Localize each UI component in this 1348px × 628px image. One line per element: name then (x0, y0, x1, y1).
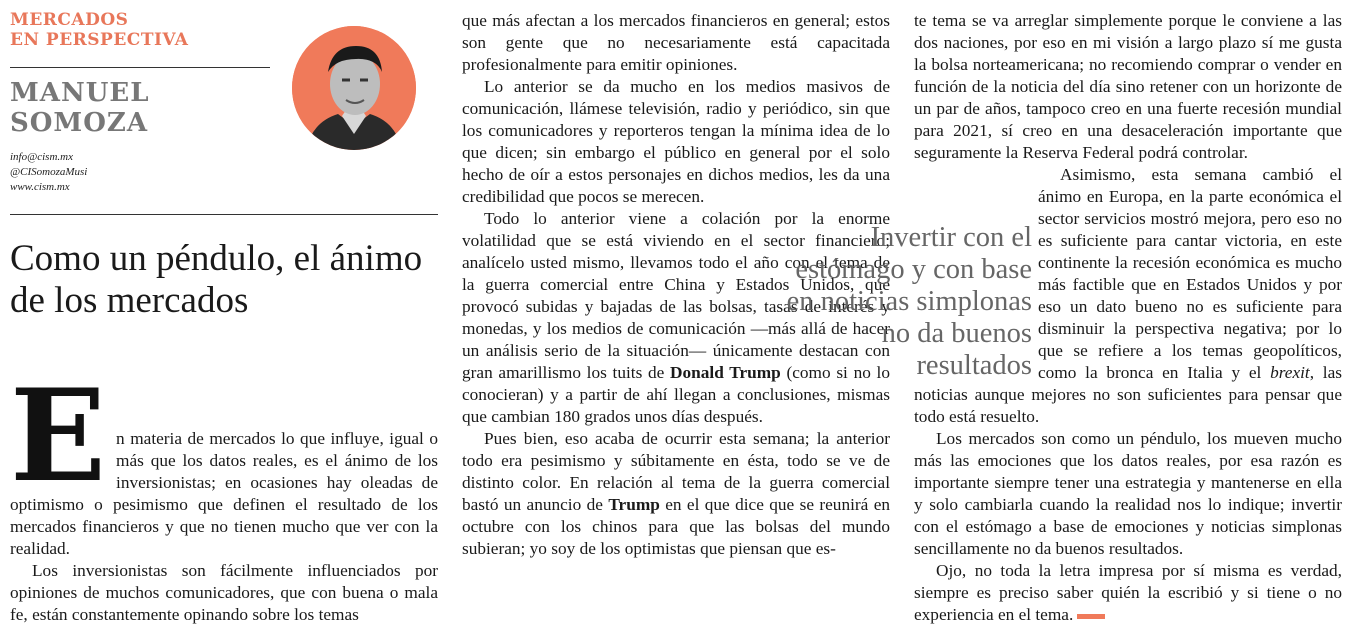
author-twitter: @CISomozaMusi (10, 166, 88, 178)
paragraph-text: , las noticias aunque mejores no son suficientes para pensar que todo está resuelto. (914, 363, 1343, 426)
paragraph-text: (como si no lo conocieran) y a partir de ahí llegan a conclusiones, mismas que cambian 180 grados unos días después. (462, 363, 890, 426)
section-title (10, 10, 260, 50)
author-email: info@cism.mx (10, 151, 73, 163)
author-portrait-image (292, 26, 416, 150)
pull-quote: Invertir con el estómago y con base en noticias simplonas no da buenos resultados (786, 222, 1032, 381)
paragraph-text: Pues bien, eso acaba de ocurrir esta semana; la anterior todo era pesimismo y súbitamente en ésta, todo se ve de distinto color. En relación al tema de la guerra comercial bastó un anuncio de (462, 429, 890, 514)
column-1-body (10, 362, 438, 626)
section-title-line1: MERCADOS (10, 10, 129, 30)
paragraph-text: Ojo, no toda la letra impresa por sí misma es verdad, siempre es preciso saber quién la escribió y si tiene o no experiencia en el tema. (914, 561, 1342, 624)
paragraph: te tema se va arreglar simplemente porque le conviene a las dos naciones, por eso en mi visión a largo plazo sí me gusta la bolsa norteamericana; no recomiendo comprar o vender en función de la noticia del día sino retener con un horizonte de un par de años, tampoco creo en una fuerte recesión mundial para 2021, sí creo en una desaceleración importante que seguramente la Reserva Federal podrá controlar. (914, 11, 1342, 162)
paragraph: que más afectan a los mercados financieros en general; estos son gente que no necesariamente está capacitada profesionalmente para emitir opiniones. (462, 11, 890, 74)
divider (10, 67, 270, 68)
paragraph (914, 164, 1342, 428)
drop-cap: E (10, 362, 107, 510)
paragraph: Lo anterior se da mucho en los medios masivos de comunicación, llámese televisión, radio y periódico, sin que los comunicadores y reporteros tengan la mínima idea de lo que dicen; sin embargo el público en general por el solo hecho de oír a estos personajes en dichos medios, les da una credibilidad que pocos se merecen. (462, 77, 890, 206)
paragraph-text: Todo lo anterior viene a colación por la enorme volatilidad que se está viviendo en el sector financiero; analícelo usted mismo, llevamos todo el año con el tema de la guerra comercial entre China y Estados Unidos, que provocó subidas y bajadas de las bolsas, tasas de interés y monedas, y los medios de comunicación —más allá de hacer un análisis serio de la situación— únicamente destacan con gran amarillismo los tuits de (462, 209, 890, 382)
italic-term: brexit (1270, 363, 1310, 382)
paragraph: Los inversionistas son fácilmente influenciados por opiniones de muchos comunicadores, que con buena o mala fe, están constantemente opinando sobre los temas (10, 561, 438, 624)
headline: Como un péndulo, el ánimo de los mercados (10, 238, 423, 321)
paragraph-text: Asimismo, esta semana cambió el ánimo en Europa, en la parte económica el sector servicios mostró mejora, pero eso no es suficiente para cantar victoria, en este continente la recesión económica es mucho más factible que en Estados Unidos y por eso un dato bueno no es suficiente para disminuir la perspectiva negativa; por lo que se refiere a los temas geopolíticos, como la bronca en Italia y el (1038, 165, 1342, 382)
column-3-body (914, 10, 1342, 626)
paragraph (462, 428, 890, 560)
end-mark-icon (1077, 614, 1105, 619)
author-name (10, 78, 150, 138)
paragraph-text: en el que dice que se reunirá en octubre con los chinos para que las bolsas del mundo subieran; yo soy de los optimistas que piensan que es- (462, 495, 891, 558)
bold-name: Donald Trump (670, 363, 781, 382)
author-website: www.cism.mx (10, 181, 70, 193)
header-divider (10, 214, 438, 215)
paragraph: n materia de mercados lo que influye, igual o más que los datos reales, es el ánimo de los inversionistas; en ocasiones hay oleadas de optimismo o pesimismo que definen el resultado de los mercados financieros y que no tienen mucho que ver con la realidad. (10, 429, 438, 558)
bold-name: Trump (608, 495, 660, 514)
section-title-line2: EN PERSPECTIVA (10, 30, 189, 50)
paragraph (914, 560, 1342, 626)
author-portrait (292, 26, 416, 150)
author-name-line2: SOMOZA (10, 108, 149, 138)
author-contacts (10, 150, 87, 195)
pull-quote-space (914, 186, 1038, 384)
paragraph: Los mercados son como un péndulo, los mueven mucho más las emociones que los datos reales, por esa razón es importante siempre tener una estrategia y mantenerse en ella y solo cambiarla cuando la realidad nos lo indique; invertir con el estómago a base de emociones y noticias simplonas sencillamente no da buenos resultados. (914, 429, 1342, 558)
author-name-line1: MANUEL (10, 78, 150, 108)
